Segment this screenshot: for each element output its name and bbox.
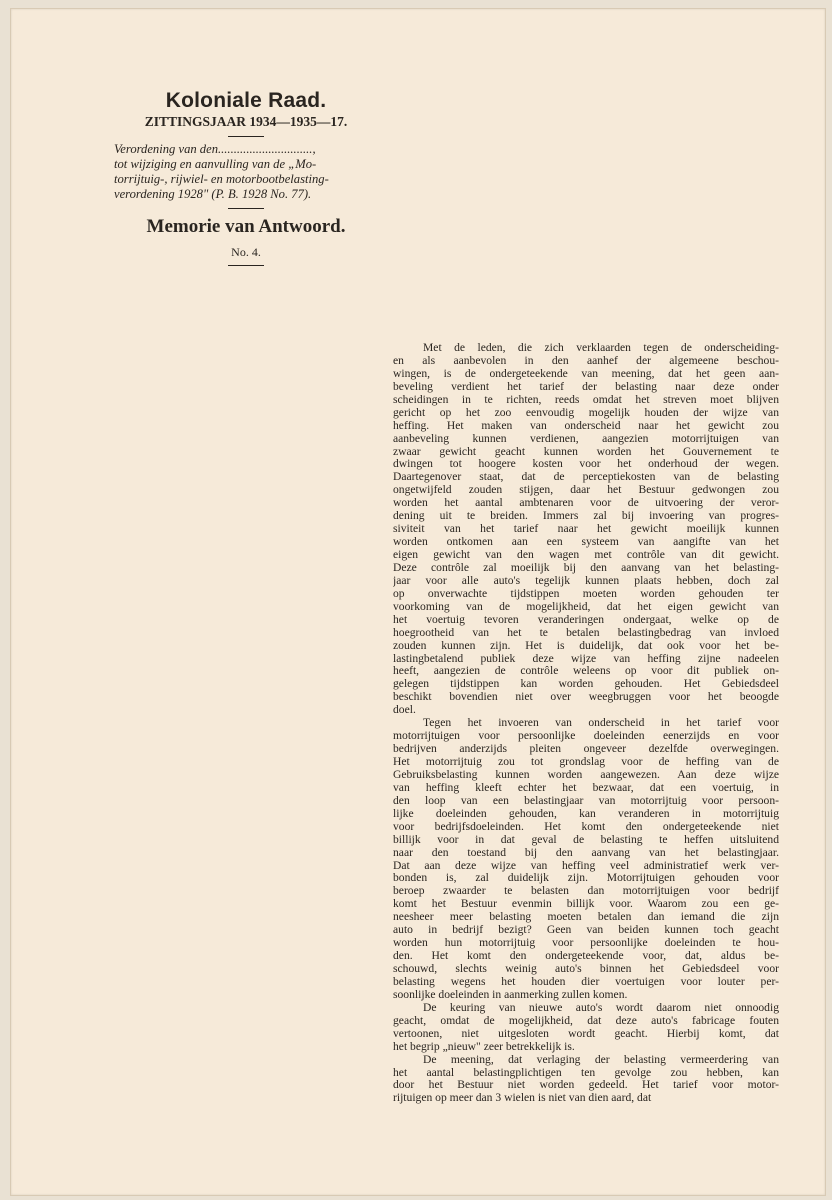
ordinance-line: torrijtuig-, rijwiel- en motorbootbelasting- [114,172,329,186]
text-line: beschikt bovendien niet over weegbruggen voor het beoogde [393,691,779,704]
body-text [393,342,779,1105]
ordinance-line: tot wijziging en aanvulling van de „Mo- [114,157,317,171]
text-line: dwingen tot hoogere kosten voor het onderhoud der wegen. [393,458,779,471]
text-line: worden ontkomen aan een systeem van aangifte van het [393,536,779,549]
text-line: lastingbetalend publiek deze wijze van heffing zijne nadeelen [393,652,779,665]
text-line: het begrip „nieuw" zeer betrekkelijk is. [393,1040,575,1053]
text-line: Deze contrôle zal moeilijk bij den aanvang van het belasting- [393,561,779,574]
text-line: worden hun motorrijtuig voor persoonlijke doeleinden te hou- [393,937,779,950]
text-line: siviteit van het tarief naar het gewicht moeilijk kunnen [393,523,779,536]
text-line: beveling verdient het tarief der belasting naar deze onder [393,380,779,393]
text-line: neesheer meer belasting moeten betalen dan iemand die zijn [393,911,779,924]
text-line: heeft, aangezien de contrôle weleens op voor dit publiek on- [393,665,779,678]
document-type-heading: Memorie van Antwoord. [146,216,346,237]
text-line: belasting wegens het houden dier voertuigen voor louter per- [393,975,779,988]
ordinance-line: Verordening van den.............................., [114,142,316,156]
text-line: door het Bestuur niet worden gedeeld. Het tarief voor motor- [393,1079,779,1092]
text-line: Met de leden, die zich verklaarden tegen de onderscheiding- [423,342,779,354]
text-line: bonden is, zal duidelijk zijn. Motorrijtuigen gehouden voor [393,872,779,885]
text-line: Daartegenover staat, dat de perceptiekosten van de belasting [393,471,779,484]
text-line: lijke doeleinden gehouden, kan veranderen in motorrijtuig [393,807,779,820]
paragraph [393,1002,779,1054]
document-page [10,8,826,1196]
text-line: De meening, dat verlaging der belasting vermeerdering van [423,1053,779,1066]
text-line: zouden kunnen zijn. Het is duidelijk, dat ook voor het be- [393,639,779,652]
text-line: komt het Bestuur evenmin billijk voor. Waarom zou een ge- [393,898,779,911]
header-divider [228,208,264,209]
ordinance-line: verordening 1928" (P. B. 1928 No. 77). [114,187,312,201]
text-line: jaar voor alle auto's tegelijk kunnen plaats hebben, doch zal [393,574,779,587]
bleed-through-text [441,109,781,124]
text-line: op onverwachte tijdstippen moeten worden gehouden ter [393,587,779,600]
text-line: voorkoming van de mogelijkheid, dat het eigen gewicht van [393,600,779,613]
text-line: zwaar gewicht geacht kunnen worden het Gouvernement te [393,445,779,458]
document-header [106,89,386,271]
text-line: Gebruiksbelasting kunnen worden aangewezen. Aan deze wijze [393,768,779,781]
paragraph [393,342,779,717]
text-line: bedrijven anderzijds pleiten ongeveer dezelfde overwegingen. [393,743,779,756]
text-line: gelegen tijdstippen kan worden gehouden. Het Gebiedsdeel [393,678,779,691]
session-year: ZITTINGSJAAR 1934—1935—17. [144,114,348,129]
text-line: beroep zwaarder te belasten dan motorrijtuigen voor bedrijf [393,885,779,898]
text-line: gericht op het zoo eenvoudig mogelijk houden der wijze van [393,406,779,419]
paragraph [393,1054,779,1106]
text-line: soonlijke doeleinden in aanmerking zullen komen. [393,988,628,1001]
text-line: auto in bedrijf bezigt? Geen van beiden kunnen toch geacht [393,924,779,937]
text-line: voor bedrijfsdoeleinden. Het komt den ondergeteekende niet [393,820,779,833]
text-line: het aantal belastingplichtigen ten gevolge zou hebben, kan [393,1066,779,1079]
text-line: worden het aantal ambtenaren voor de uitvoering der veror- [393,497,779,510]
header-divider [228,136,264,137]
text-line: naar den toestand bij den aanvang van het belastingjaar. [393,846,779,859]
council-title: Koloniale Raad. [165,89,327,112]
text-line: wingen, is de ondergeteekende van meening, dat het geen aan- [393,367,779,380]
text-line: vertoonen, niet uitgesloten wordt geacht. Hierbij komt, dat [393,1027,779,1040]
text-line: hoegrootheid van het te betalen belastingbedrag van invloed [393,626,779,639]
text-line: den loop van een belastingjaar van motorrijtuig voor persoon- [393,794,779,807]
text-line: doel. [393,704,416,717]
text-line: dening uit te breiden. Immers zal bij invoering van progres- [393,510,779,523]
document-number: No. 4. [231,245,261,259]
text-line: Het motorrijtuig zou tot grondslag voor de heffing van de [393,756,779,768]
text-line: De keuring van nieuwe auto's wordt daarom niet onnoodig [423,1001,779,1014]
text-line: schouwd, slechts weinig auto's binnen het Gebiedsdeel voor [393,963,779,975]
text-line: het voertuig tevoren veranderingen ondergaat, welke op de [393,613,779,626]
number-underline [228,265,264,266]
text-line: billijk voor in dat geval de belasting te heffen uitsluitend [393,833,779,846]
text-line: Dat aan deze wijze van heffing veel administratief werk ver- [393,859,779,872]
text-line: den. Het komt den ondergeteekende voor, dat, aldus be- [393,950,779,963]
ordinance-title [114,142,376,202]
text-line: ongetwijfeld zouden stijgen, daar het Bestuur gedwongen zou [393,484,779,497]
text-line: Tegen het invoeren van onderscheid in het tarief voor [423,717,779,730]
text-line: motorrijtuigen voor persoonlijke doeleinden eenerzijds en voor [393,730,779,743]
text-line: scheidingen in te richten, reeds omdat het streven moet blijven [393,393,779,406]
text-line: heffing. Het maken van onderscheid naar het gewicht zou [393,419,779,432]
text-line: en als aanbevolen in den aanhef der algemeene beschou- [393,354,779,367]
text-line: aanbeveling kunnen verdienen, aangezien motorrijtuigen van [393,432,779,445]
paragraph [393,717,779,1002]
text-line: rijtuigen op meer dan 3 wielen is niet van dien aard, dat [393,1092,652,1105]
text-line: geacht, omdat de mogelijkheid, dat deze auto's fabricage fouten [393,1014,779,1027]
text-line: van heffing kleeft echter het bezwaar, dat een voertuig, in [393,781,779,794]
text-line: eigen gewicht van den wagen met contrôle van dit gewicht. [393,549,779,561]
